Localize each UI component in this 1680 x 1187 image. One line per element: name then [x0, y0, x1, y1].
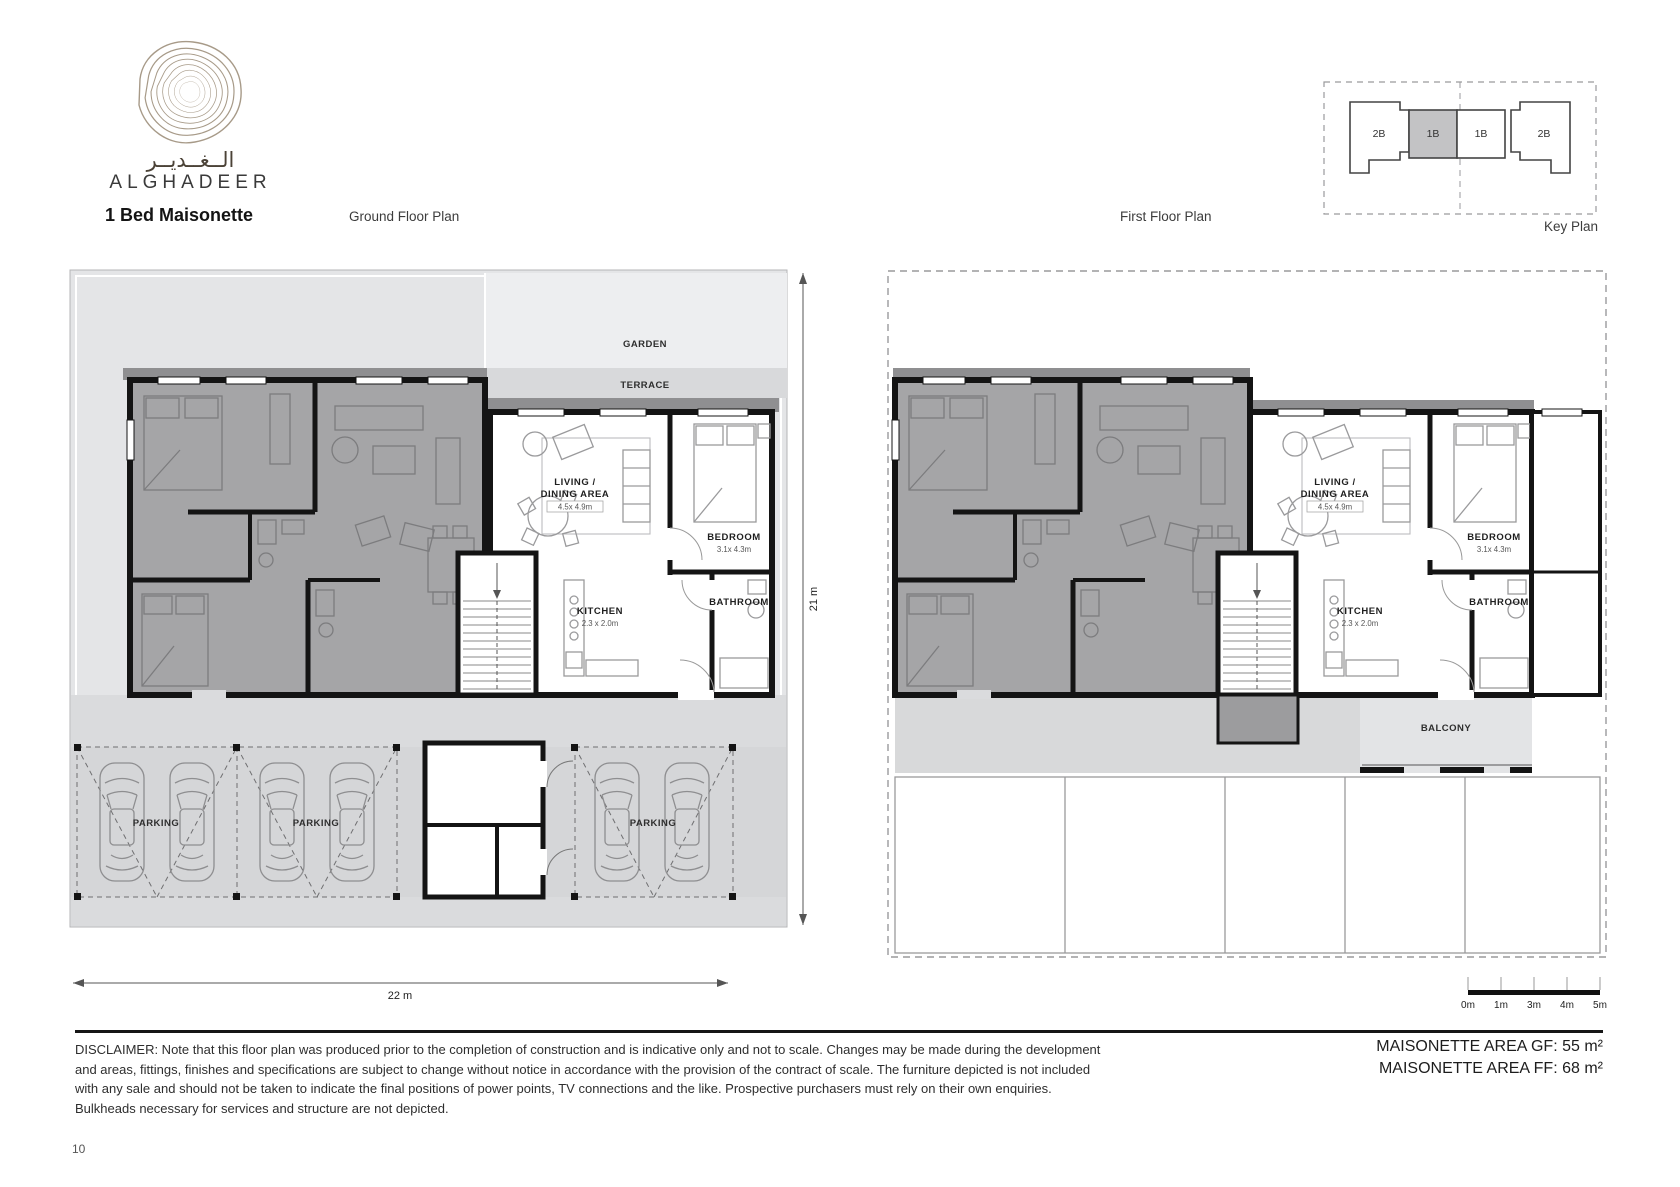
gf-kitchen-dims: 2.3 x 2.0m: [581, 619, 619, 628]
area-ff: MAISONETTE AREA FF: 68 m²: [1378, 1059, 1603, 1077]
ff-bedroom-dims: 3.1x 4.3m: [1476, 545, 1512, 554]
scale-bar: [1460, 972, 1610, 1014]
scale-tick-2: 3m: [1527, 1000, 1541, 1011]
brand-name: ALGHADEER: [109, 172, 272, 193]
key-unit-1-label: 2B: [1372, 128, 1386, 140]
alghadeer-logo-icon: [125, 36, 255, 148]
scale-tick-4: 5m: [1593, 1000, 1607, 1011]
disclaimer-line-4: Bulkheads necessary for services and structure are not depicted.: [75, 1100, 449, 1116]
area-summary: [1103, 1036, 1603, 1079]
key-unit-4-label: 2B: [1537, 128, 1551, 140]
ff-bathroom-label: BATHROOM: [1469, 597, 1529, 608]
scale-tick-0: 0m: [1461, 1000, 1475, 1011]
footer-divider: [75, 1030, 1603, 1033]
page-title: 1 Bed Maisonette: [105, 205, 254, 225]
gf-parking-label-2: PARKING: [292, 818, 340, 829]
disclaimer-line-1: DISCLAIMER: Note that this floor plan was produced prior to the completion of construction and is indicative only and not to scale. Changes may be made during the development: [75, 1042, 1101, 1057]
ff-kitchen-label: KITCHEN: [1336, 606, 1384, 617]
scale-tick-1: 1m: [1494, 1000, 1508, 1011]
ff-living-label-1: LIVING /: [1314, 477, 1356, 488]
first-floor-plan-caption: First Floor Plan: [1120, 209, 1212, 224]
key-unit-2-label: 1B: [1426, 128, 1440, 140]
area-gf: MAISONETTE AREA GF: 55 m²: [1376, 1038, 1603, 1055]
gf-width-dimension: 22 m: [387, 990, 413, 1002]
first-floor-plan-drawing: [880, 265, 1625, 965]
key-plan-diagram: [1322, 80, 1600, 220]
gf-kitchen-label: KITCHEN: [576, 606, 624, 617]
ff-bedroom-label: BEDROOM: [1467, 532, 1521, 543]
ff-balcony-label: BALCONY: [1420, 723, 1472, 734]
ff-kitchen-dims: 2.3 x 2.0m: [1341, 619, 1379, 628]
gf-bathroom-label: BATHROOM: [709, 597, 769, 608]
ff-living-dims: 4.5x 4.9m: [1317, 502, 1353, 512]
ground-floor-plan-drawing: [65, 265, 835, 1015]
terrace-label: TERRACE: [620, 380, 670, 391]
gf-parking-label-3: PARKING: [629, 818, 677, 829]
gf-height-dimension: 21 m: [808, 586, 820, 612]
disclaimer-line-2: and areas, fittings, finishes and specifications are subject to change without notice in accordance with the provision of the contract of scale. The furniture depicted is not included: [75, 1061, 1091, 1077]
disclaimer-line-3: with any sale and should not be taken to indicate the final positions of power points, TV connections and the like. Prospective purchasers must rely on their own enquiries.: [75, 1081, 1052, 1096]
ground-floor-plan-caption: Ground Floor Plan: [349, 209, 460, 224]
page-number: 10: [72, 1142, 86, 1156]
key-unit-3-label: 1B: [1474, 128, 1488, 140]
garden-label: GARDEN: [622, 339, 668, 350]
gf-living-dims: 4.5x 4.9m: [557, 502, 593, 512]
gf-bedroom-dims: 3.1x 4.3m: [716, 545, 752, 554]
scale-tick-3: 4m: [1560, 1000, 1574, 1011]
ff-living-label-2: DINING AREA: [1300, 489, 1370, 500]
gf-living-label-1: LIVING /: [554, 477, 596, 488]
disclaimer-text: [75, 1040, 1105, 1118]
gf-parking-label-1: PARKING: [132, 818, 180, 829]
gf-bedroom-label: BEDROOM: [707, 532, 761, 543]
gf-living-label-2: DINING AREA: [540, 489, 610, 500]
brand-arabic-text: الــغــديــر: [146, 148, 235, 172]
key-plan-caption: Key Plan: [1543, 219, 1598, 234]
